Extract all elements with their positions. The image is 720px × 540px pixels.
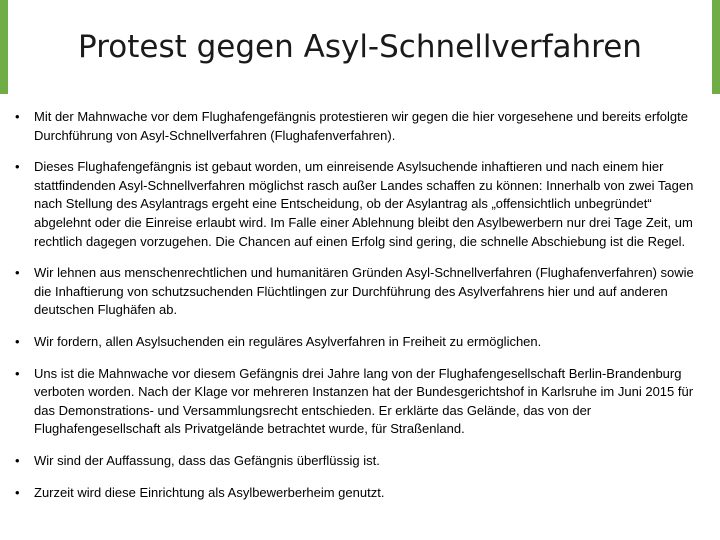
slide-title: Protest gegen Asyl-Schnellverfahren (78, 29, 642, 65)
bullet-dot-icon: • (15, 484, 20, 500)
bullet-text: Wir sind der Auffassung, dass das Gefängnis überflüssig ist. (34, 452, 380, 468)
bullet-text: Wir lehnen aus menschenrechtlichen und humanitären Gründen Asyl-Schnellverfahren (Flughafenverfahren) sowie die Inhaftierung von schutzsuchenden Flüchtlingen zur Durchführung des Asylverfahrens hier und auf anderen deutschen Flughäfen ab. (34, 265, 694, 318)
bullet-item-6 (14, 452, 704, 471)
bullet-text: Wir fordern, allen Asylsuchenden ein reguläres Asylverfahren in Freiheit zu ermöglichen. (34, 333, 542, 349)
bullet-text: Dieses Flughafengefängnis ist gebaut worden, um einreisende Asylsuchende inhaftieren und nach einem hier stattfindenden Asyl-Schnellverfahren möglichst rasch außer Landes schaffen zu können: Innerhalb von zwei Tagen nach Stellung des Asylantrags ergeht eine Entscheidung, ob der Asylantrag als „offensichtlich unbegründet“ abgelehnt oder die Einreise erlaubt wird. Im Falle einer Ablehnung bleibt den Asylbewerbern nur drei Tage Zeit, um rechtlich dagegen vorzugehen. Die Chancen auf einen Erfolg sind gering, die schnelle Abschiebung ist die Regel. (34, 159, 694, 249)
bullet-item-5 (14, 365, 704, 439)
bullet-item-1 (14, 108, 704, 145)
bullet-dot-icon: • (15, 452, 20, 468)
bullet-item-4 (14, 333, 704, 352)
bullet-list (14, 108, 704, 515)
bullet-dot-icon: • (15, 333, 20, 349)
bullet-text: Mit der Mahnwache vor dem Flughafengefängnis protestieren wir gegen die hier vorgesehene und bereits erfolgte Durchführung von Asyl-Schnellverfahren (Flughafenverfahren). (34, 109, 688, 143)
bullet-text: Uns ist die Mahnwache vor diesem Gefängnis drei Jahre lang von der Flughafengesellschaft Berlin-Brandenburg verboten worden. Nach der Klage vor mehreren Instanzen hat der Bundesgerichtshof in Karlsruhe im Juni 2015 für das Demonstrations- und Versammlungsrecht entschieden. Er erklärte das Gelände, das von der Flughafengesellschaft als Privatgelände betrachtet wurde, für Straßenland. (34, 365, 694, 437)
title-box (8, 0, 712, 94)
bullet-dot-icon: • (15, 109, 20, 124)
bullet-text: Zurzeit wird diese Einrichtung als Asylbewerberheim genutzt. (34, 484, 385, 500)
bullet-dot-icon: • (15, 265, 20, 281)
bullet-dot-icon: • (15, 159, 20, 175)
bullet-item-3 (14, 264, 704, 320)
bullet-item-2 (14, 158, 704, 251)
bullet-dot-icon: • (15, 365, 20, 381)
bullet-item-7 (14, 484, 704, 503)
